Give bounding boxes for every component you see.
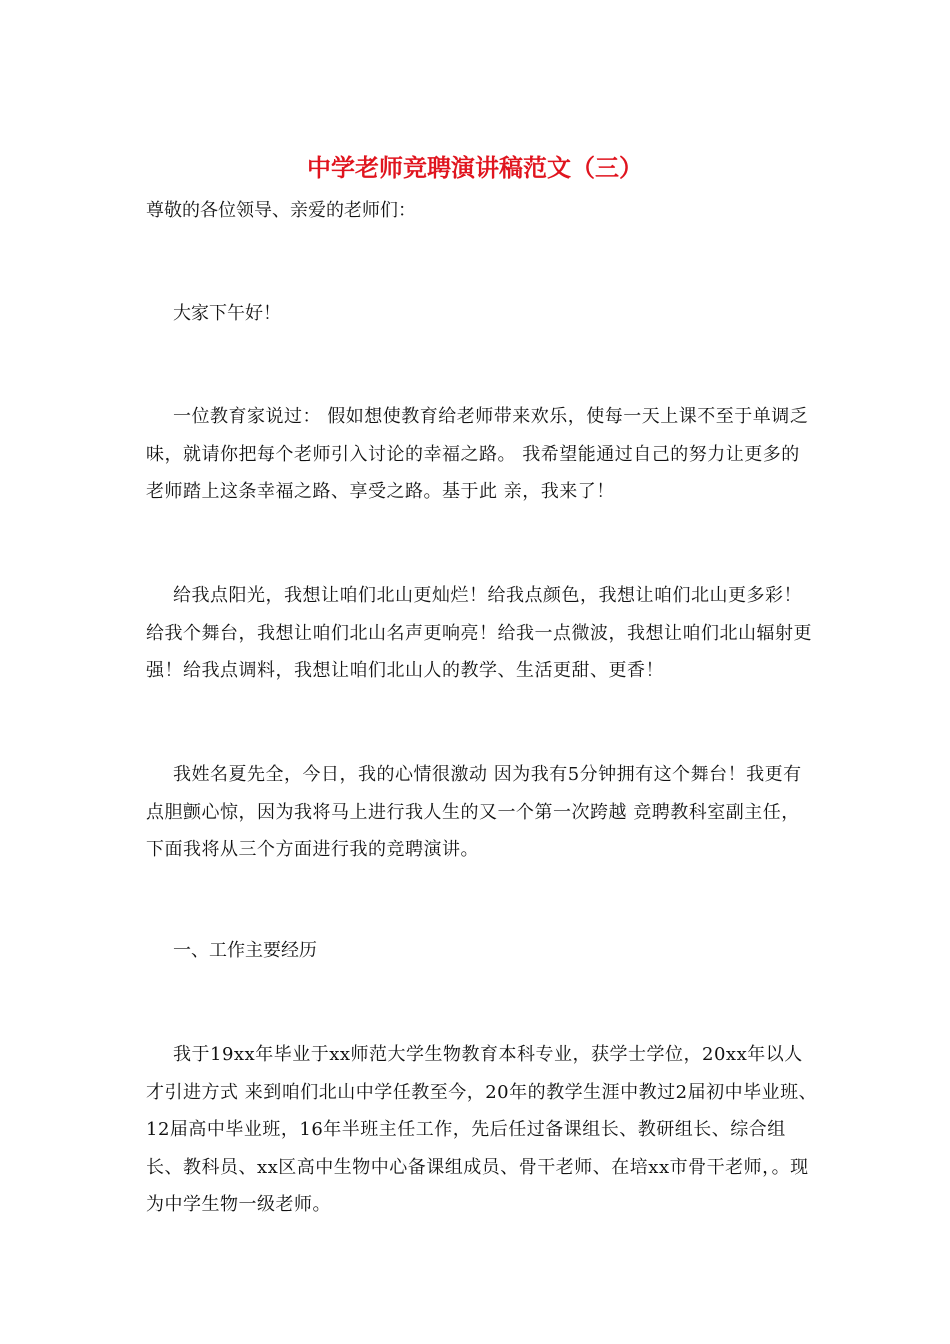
paragraph-2: 给我点阳光，我想让咱们北山更灿烂！给我点颜色，我想让咱们北山更多彩！给我个舞台，我想让咱们北山名声更响亮！给我一点微波，我想让咱们北山辐射更强！给我点调料，我想让咱们北山人的教学、生活更甜、更香！ <box>146 585 812 681</box>
salutation: 尊敬的各位领导、亲爱的老师们： <box>146 200 416 221</box>
paragraph-1: 一位教育家说过： 假如想使教育给老师带来欢乐，使每一天上课不至于单调乏味，就请你把每个老师引入讨论的幸福之路。 我希望能通过自己的努力让更多的老师踏上这条幸福之路、享受之路。基于此 亲，我来了！ <box>146 406 809 502</box>
document-title: 中学老师竞聘演讲稿范文（三） <box>307 153 643 182</box>
greeting: 大家下午好！ <box>173 303 281 324</box>
section-paragraph: 我于19xx年毕业于xx师范大学生物教育本科专业，获学士学位，20xx年以人才引进方式 来到咱们北山中学任教至今，20年的教学生涯中教过2届初中毕业班、12届高中毕业班，16年半班主任工作，先后任过备课组长、教研组长、综合组长、教科员、xx区高中生物中心备课组成员、骨干老师、在培xx市骨干老师，。现为中学生物一级老师。 <box>146 1044 818 1215</box>
paragraph-3: 我姓名夏先全，今日，我的心情很激动 因为我有5分钟拥有这个舞台！我更有点胆颤心惊，因为我将马上进行我人生的又一个第一次跨越 竞聘教科室副主任，下面我将从三个方面进行我的竞聘演讲。 <box>146 764 802 860</box>
section-heading: 一、工作主要经历 <box>173 940 317 961</box>
